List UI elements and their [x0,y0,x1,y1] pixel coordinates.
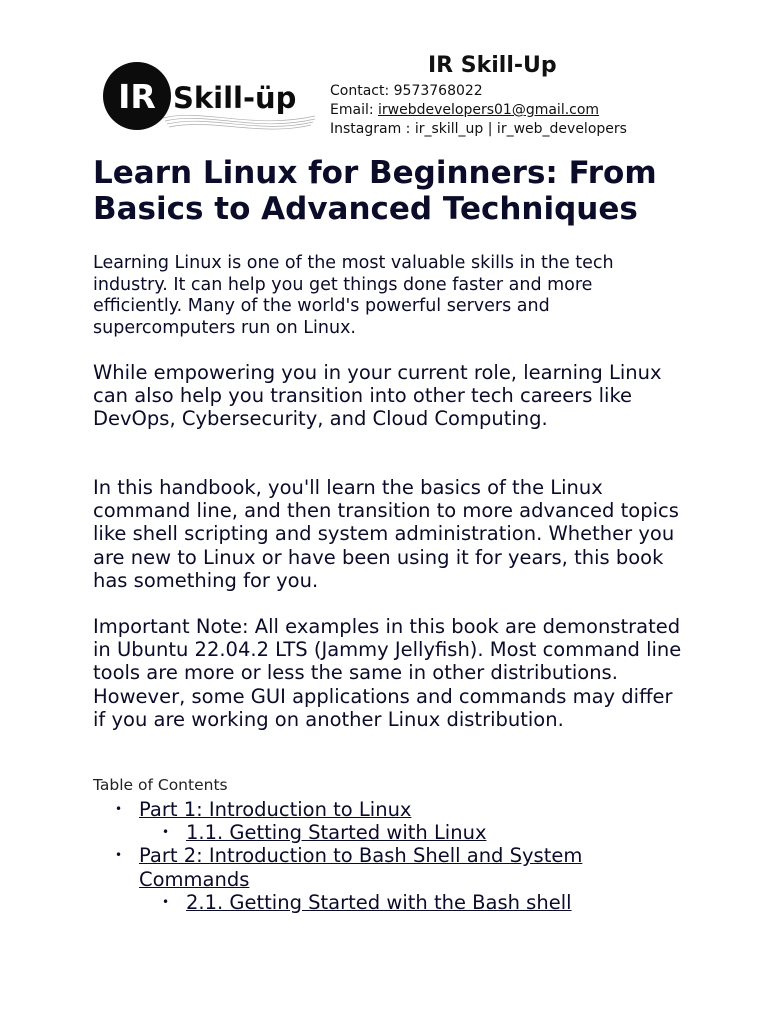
toc-item [93,798,693,821]
email-link[interactable]: irwebdevelopers01@gmail.com [378,102,600,118]
bullet-icon: • [115,802,123,816]
toc-link-2-1[interactable]: 2.1. Getting Started with the Bash shell [186,890,572,914]
handbook-paragraph: In this handbook, you'll learn the basics of the Linux command line, and then transition to more advanced topics like shell scripting and system administration. Whether you are new to Linux or have been using it for years, this book has something for you. [93,476,679,592]
contact-phone: Contact: 9573768022 [330,83,483,99]
email-label: Email: [330,102,379,118]
toc-link-part-2[interactable]: Part 2: Introduction to Bash Shell and System Commands [139,844,583,891]
toc-link-1-1[interactable]: 1.1. Getting Started with Linux [186,821,487,845]
logo-badge-text: IR [118,77,156,116]
bullet-icon: • [162,825,170,840]
toc-item [93,891,693,914]
logo-wordmark: Skill-üp [173,81,297,115]
career-paragraph: While empowering you in your current role, learning Linux can also help you transition into other tech careers like DevOps, Cybersecurity, and Cloud Computing. [93,361,662,431]
bullet-icon: • [162,894,170,909]
ir-skill-up-logo [103,60,318,134]
toc-item [93,821,693,844]
brand-name: IR Skill-Up [428,53,557,78]
table-of-contents [93,798,693,914]
contact-instagram: Instagram : ir_skill_up | ir_web_developers [330,121,627,137]
contact-email-line [330,101,599,119]
toc-link-part-1[interactable]: Part 1: Introduction to Linux [139,798,412,821]
intro-paragraph: Learning Linux is one of the most valuable skills in the tech industry. It can help you get things done faster and more efficiently. Many of the world's powerful servers and supercomputers run on Linux. [93,253,614,338]
bullet-icon: • [115,848,123,863]
page-title: Learn Linux for Beginners: From Basics to Advanced Techniques [93,155,657,227]
toc-item [93,844,693,890]
important-note-paragraph: Important Note: All examples in this book are demonstrated in Ubuntu 22.04.2 LTS (Jammy Jellyfish). Most command line tools are more or less the same in other distributions. However, some GUI applications and commands may differ if you are working on another Linux distribution. [93,615,682,731]
toc-heading: Table of Contents [93,776,228,794]
